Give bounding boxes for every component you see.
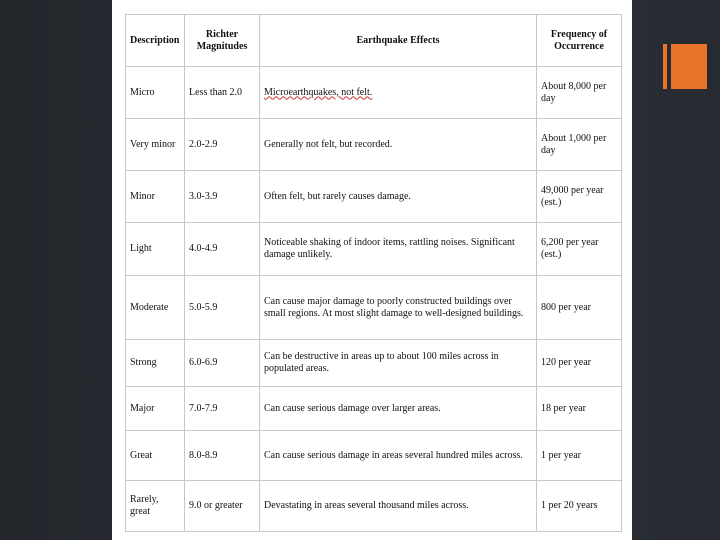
cell-description: Strong xyxy=(126,340,185,387)
cell-description: Minor xyxy=(126,171,185,223)
accent-box-decoration xyxy=(671,44,707,89)
cell-description: Rarely, great xyxy=(126,481,185,532)
cell-effects xyxy=(260,67,537,119)
table-row xyxy=(126,276,622,340)
table-row xyxy=(126,431,622,481)
cell-magnitude: 6.0-6.9 xyxy=(185,340,260,387)
cell-frequency: 120 per year xyxy=(537,340,622,387)
cell-description: Great xyxy=(126,431,185,481)
cell-frequency: About 8,000 per day xyxy=(537,67,622,119)
cell-magnitude: 5.0-5.9 xyxy=(185,276,260,340)
table-header-row xyxy=(126,15,622,67)
cell-frequency: 1 per year xyxy=(537,431,622,481)
table-row xyxy=(126,171,622,223)
table-row xyxy=(126,67,622,119)
cell-frequency: 1 per 20 years xyxy=(537,481,622,532)
cell-frequency: 6,200 per year (est.) xyxy=(537,223,622,276)
table-row xyxy=(126,223,622,276)
cell-effects-text: Microearthquakes, not felt. xyxy=(264,86,373,98)
header-description: Description xyxy=(126,15,185,67)
cell-magnitude: Less than 2.0 xyxy=(185,67,260,119)
cell-magnitude: 2.0-2.9 xyxy=(185,119,260,171)
cell-magnitude: 8.0-8.9 xyxy=(185,431,260,481)
table-row xyxy=(126,481,622,532)
cell-effects: Noticeable shaking of indoor items, rattling noises. Significant damage unlikely. xyxy=(260,223,537,276)
cell-frequency: 18 per year xyxy=(537,387,622,431)
cell-frequency: About 1,000 per day xyxy=(537,119,622,171)
cell-effects: Can cause serious damage over larger areas. xyxy=(260,387,537,431)
cell-magnitude: 4.0-4.9 xyxy=(185,223,260,276)
cell-frequency: 800 per year xyxy=(537,276,622,340)
cell-effects: Can be destructive in areas up to about 100 miles across in populated areas. xyxy=(260,340,537,387)
cell-frequency: 49,000 per year (est.) xyxy=(537,171,622,223)
cell-effects: Can cause serious damage in areas several hundred miles across. xyxy=(260,431,537,481)
table-row xyxy=(126,387,622,431)
cell-effects: Generally not felt, but recorded. xyxy=(260,119,537,171)
earthquake-effects-table xyxy=(125,14,622,532)
accent-bar-decoration xyxy=(663,44,667,89)
table-row xyxy=(126,340,622,387)
table-row xyxy=(126,119,622,171)
cell-magnitude: 3.0-3.9 xyxy=(185,171,260,223)
cell-effects: Devastating in areas several thousand miles across. xyxy=(260,481,537,532)
cell-description: Moderate xyxy=(126,276,185,340)
cell-description: Major xyxy=(126,387,185,431)
cell-description: Very minor xyxy=(126,119,185,171)
cell-description: Micro xyxy=(126,67,185,119)
header-richter-magnitudes: Richter Magnitudes xyxy=(185,15,260,67)
header-earthquake-effects: Earthquake Effects xyxy=(260,15,537,67)
cell-effects: Can cause major damage to poorly constructed buildings over small regions. At most slight damage to well-designed buildings. xyxy=(260,276,537,340)
cell-description: Light xyxy=(126,223,185,276)
cell-magnitude: 9.0 or greater xyxy=(185,481,260,532)
cell-magnitude: 7.0-7.9 xyxy=(185,387,260,431)
cell-effects: Often felt, but rarely causes damage. xyxy=(260,171,537,223)
header-frequency: Frequency of Occurrence xyxy=(537,15,622,67)
